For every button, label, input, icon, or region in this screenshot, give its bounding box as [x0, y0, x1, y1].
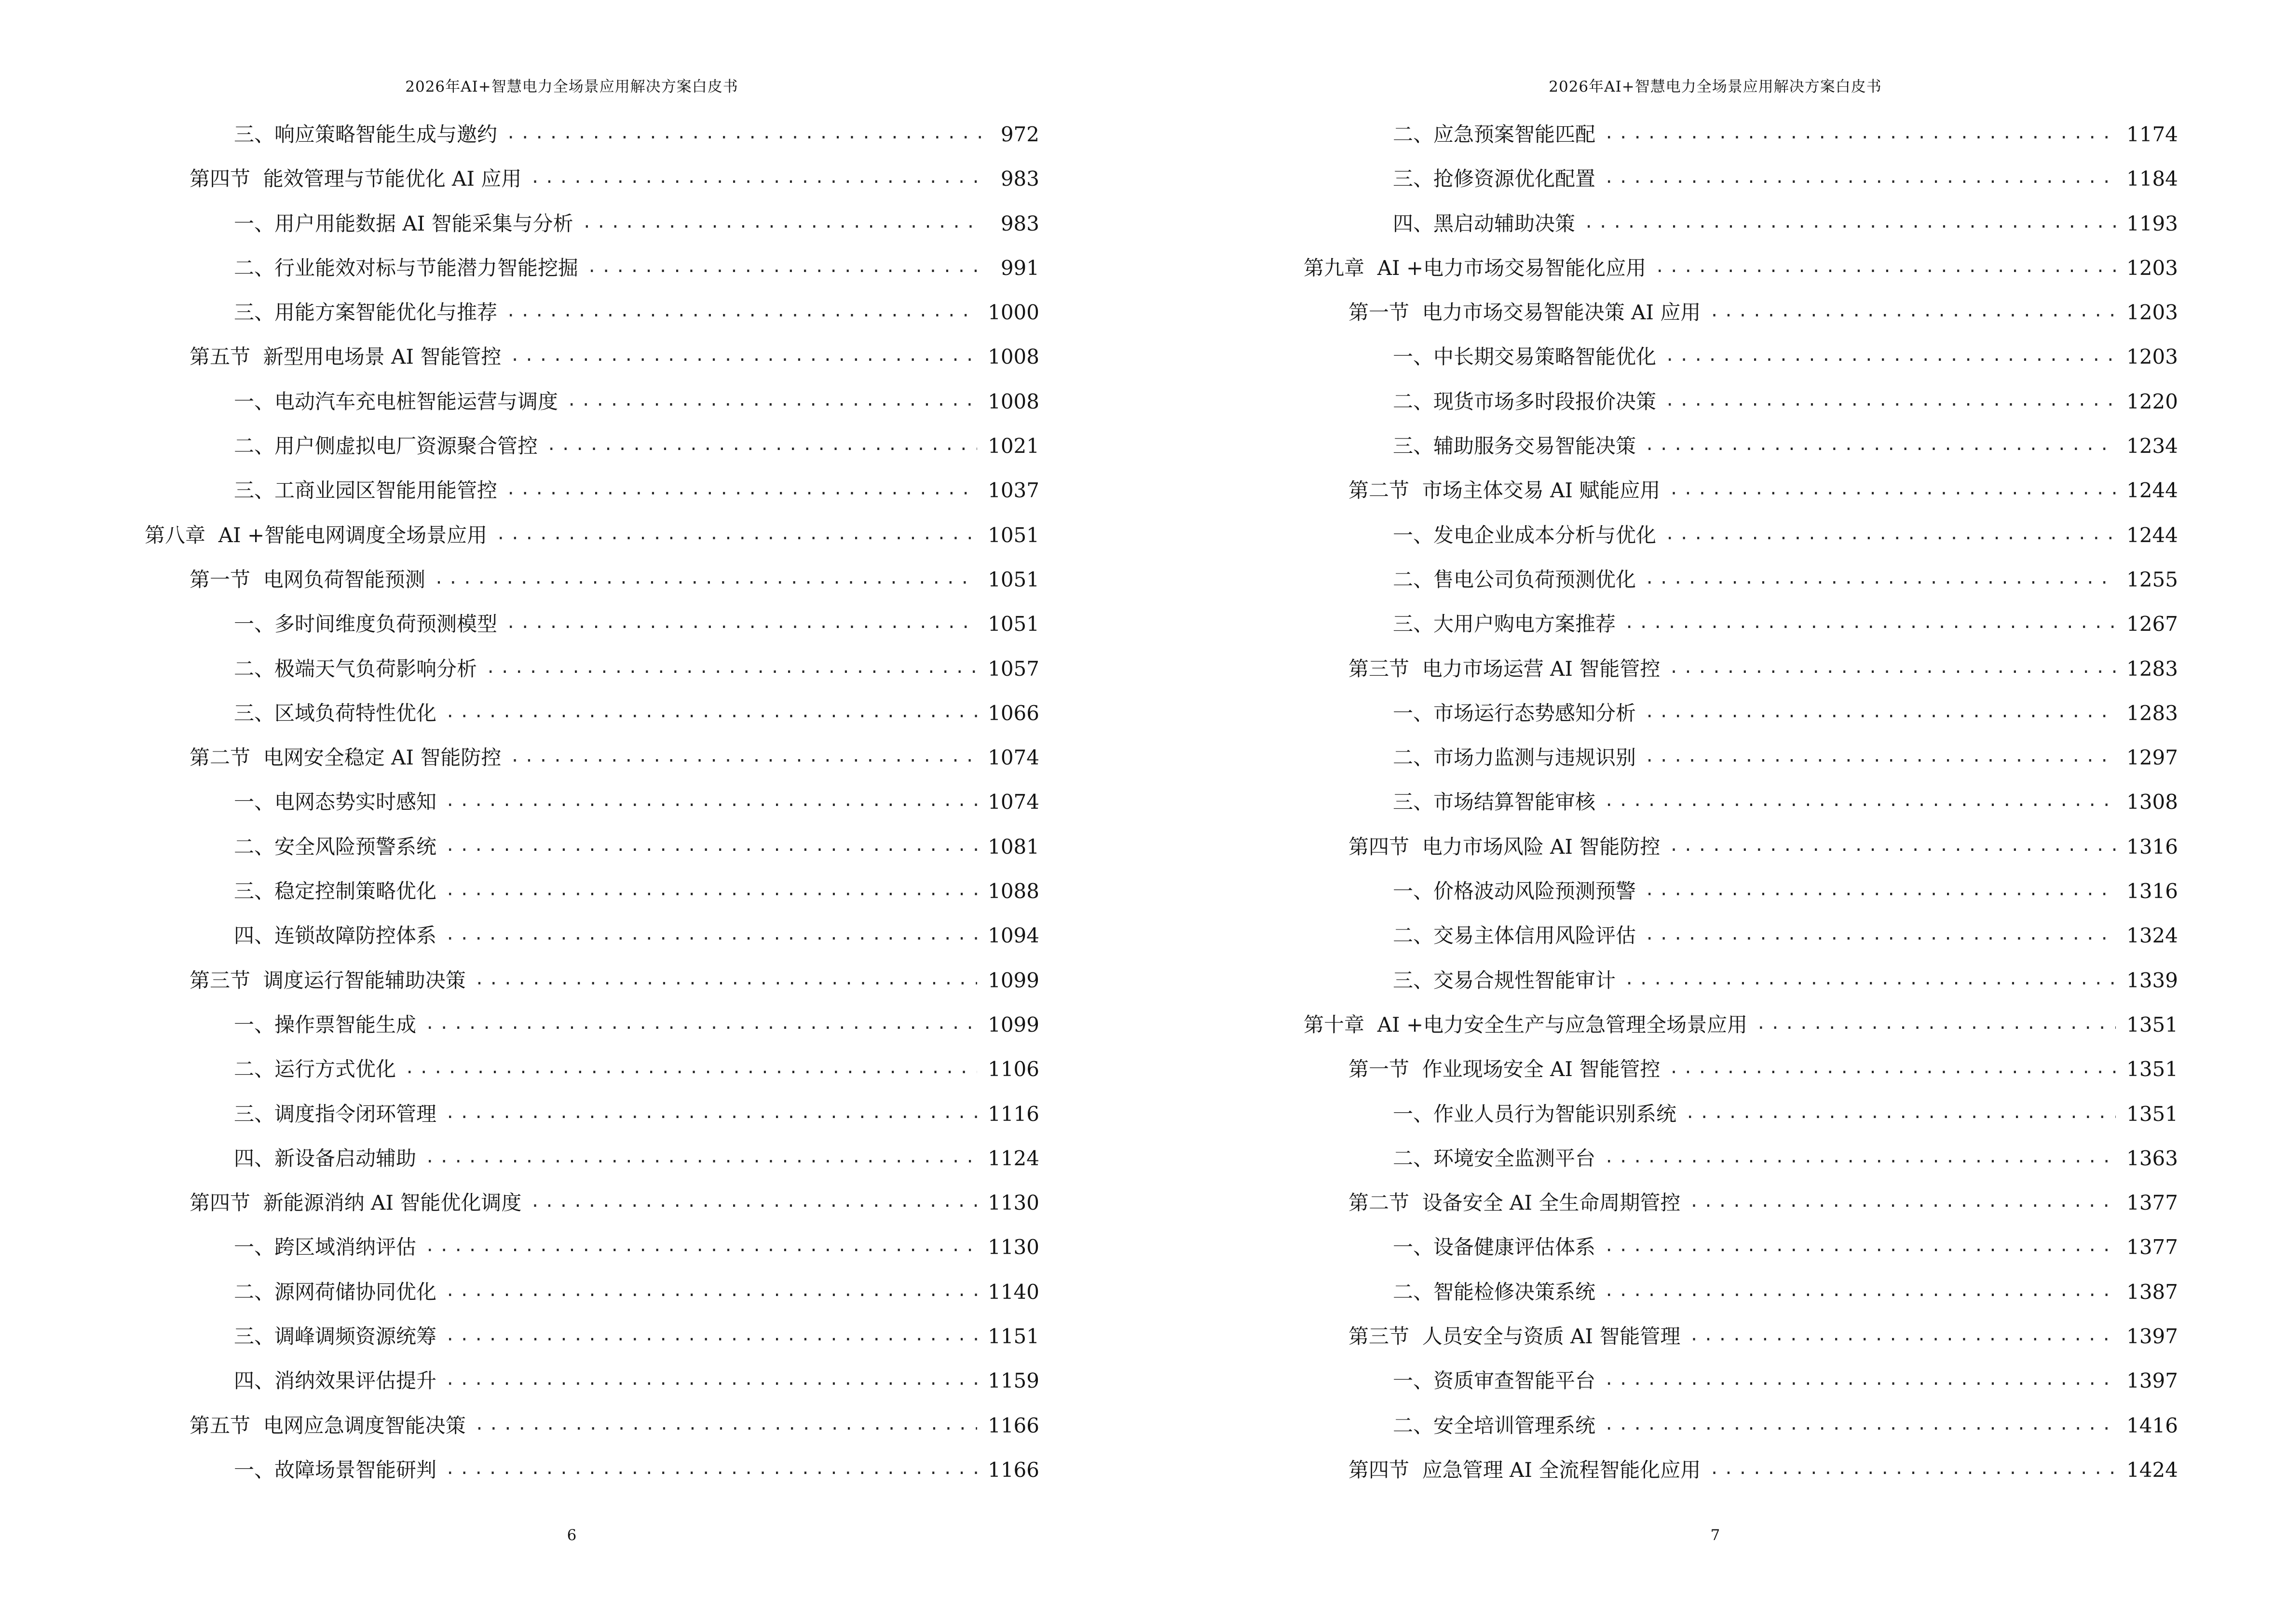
- toc-entry-page-number: 972: [1000, 123, 1039, 146]
- dot-leader: [1604, 1360, 2116, 1399]
- toc-entry-title: 一、设备健康评估体系: [1393, 1235, 1596, 1259]
- dot-leader: [1645, 559, 2116, 598]
- toc-entry-page-number: 1074: [988, 790, 1039, 814]
- toc-entry-title: 四、新设备启动辅助: [234, 1146, 417, 1170]
- toc-entry-title: 一、作业人员行为智能识别系统: [1393, 1102, 1677, 1126]
- toc-entry-title: 二、源网荷储协同优化: [234, 1280, 437, 1304]
- toc-entry-page-number: 1159: [988, 1369, 1039, 1393]
- toc-subsection-entry[interactable]: [1304, 782, 2178, 827]
- toc-subsection-entry[interactable]: [145, 1450, 1039, 1495]
- dot-leader: [475, 959, 977, 999]
- page-number: 7: [1710, 1527, 1720, 1544]
- toc-subsection-entry[interactable]: [1304, 516, 2178, 560]
- toc-entry-page-number: 1088: [988, 879, 1039, 903]
- toc-subsection-entry[interactable]: [1304, 872, 2178, 916]
- toc-subsection-entry[interactable]: [1304, 1272, 2178, 1317]
- toc-entry-page-number: 1130: [988, 1191, 1039, 1215]
- toc-entry-title: 三、区域负荷特性优化: [234, 701, 437, 725]
- toc-entry-page-number: 1220: [2126, 389, 2178, 413]
- toc-entry-title: 一、电动汽车充电桩智能运营与调度: [234, 389, 558, 413]
- toc-section-entry[interactable]: [145, 1406, 1039, 1450]
- dot-leader: [1669, 469, 2116, 509]
- toc-subsection-entry[interactable]: [145, 649, 1039, 694]
- toc-section-entry[interactable]: [1304, 1317, 2178, 1361]
- toc-entry-page-number: 1166: [988, 1413, 1039, 1437]
- dot-leader: [1604, 1405, 2116, 1444]
- dot-leader: [1604, 1137, 2116, 1177]
- dot-leader: [445, 1360, 977, 1399]
- dot-leader: [587, 247, 982, 287]
- toc-entry-page-number: 1255: [2126, 567, 2178, 591]
- toc-entry-page-number: 1099: [988, 968, 1039, 992]
- toc-entry-title: 一、电网态势实时感知: [234, 790, 437, 814]
- dot-leader: [1685, 1093, 2116, 1133]
- toc-subsection-entry[interactable]: [145, 604, 1039, 649]
- dot-leader: [546, 425, 977, 464]
- toc-entry-title: 二、应急预案智能匹配: [1393, 123, 1596, 146]
- dot-leader: [496, 514, 977, 554]
- dot-leader: [1689, 1182, 2116, 1221]
- toc-entry-page-number: 1057: [988, 656, 1039, 681]
- toc-entry-title: 二、运行方式优化: [234, 1057, 396, 1081]
- toc-entry-page-number: 1351: [2126, 1012, 2178, 1037]
- dot-leader: [425, 1226, 977, 1266]
- toc-subsection-entry[interactable]: [145, 382, 1039, 426]
- dot-leader: [445, 1093, 977, 1133]
- toc-section-entry[interactable]: [145, 738, 1039, 782]
- toc-entry-title: 一、操作票智能生成: [234, 1012, 417, 1037]
- dot-leader: [506, 469, 977, 509]
- toc-section-entry[interactable]: [1304, 1183, 2178, 1228]
- toc-entry-page-number: 1351: [2126, 1057, 2178, 1081]
- toc-entry-page-number: 1166: [988, 1458, 1039, 1482]
- toc-entry-page-number: 1124: [988, 1146, 1039, 1170]
- toc-entry-page-number: 1283: [2126, 701, 2178, 725]
- toc-entry-page-number: 1008: [988, 389, 1039, 413]
- toc-entry-page-number: 1234: [2126, 434, 2178, 458]
- toc-entry-title: 三、抢修资源优化配置: [1393, 167, 1596, 191]
- dot-leader: [434, 559, 977, 598]
- dot-leader: [1604, 158, 2116, 197]
- toc-entry-title: 第三节 调度运行智能辅助决策: [190, 968, 466, 992]
- dot-leader: [1669, 1048, 2116, 1088]
- toc-entry-page-number: 1351: [2126, 1102, 2178, 1126]
- toc-entry-title: 第四节 能效管理与节能优化 AI 应用: [190, 167, 522, 191]
- toc-entry-title: 一、中长期交易策略智能优化: [1393, 345, 1657, 369]
- toc-entry-title: 三、交易合规性智能审计: [1393, 968, 1616, 992]
- dot-leader: [1709, 291, 2116, 331]
- dot-leader: [582, 203, 982, 242]
- toc-entry-title: 三、调度指令闭环管理: [234, 1102, 437, 1126]
- toc-entry-title: 第三节 人员安全与资质 AI 智能管理: [1348, 1324, 1681, 1349]
- toc-entry-title: 第一节 作业现场安全 AI 智能管控: [1348, 1057, 1661, 1081]
- toc-entry-title: 一、价格波动风险预测预警: [1393, 879, 1636, 903]
- dot-leader: [1604, 113, 2116, 153]
- toc-entry-page-number: 1244: [2126, 478, 2178, 503]
- dot-leader: [1756, 1004, 2116, 1043]
- dot-leader: [475, 1405, 977, 1444]
- toc-entry-title: 二、售电公司负荷预测优化: [1393, 567, 1636, 591]
- page-number: 6: [567, 1527, 577, 1544]
- toc-section-entry[interactable]: [1304, 471, 2178, 515]
- dot-leader: [1665, 336, 2116, 375]
- toc-entry-title: 三、响应策略智能生成与邀约: [234, 123, 498, 146]
- dot-leader: [506, 603, 977, 642]
- toc-entry-page-number: 1416: [2126, 1413, 2178, 1437]
- toc-entry-title: 二、极端天气负荷影响分析: [234, 656, 477, 681]
- toc-entry-title: 第四节 应急管理 AI 全流程智能化应用: [1348, 1458, 1701, 1482]
- toc-subsection-entry[interactable]: [145, 1139, 1039, 1183]
- toc-entry-page-number: 1140: [988, 1280, 1039, 1304]
- toc-entry-title: 一、资质审查智能平台: [1393, 1369, 1596, 1393]
- dot-leader: [445, 870, 977, 910]
- dot-leader: [1645, 425, 2116, 464]
- toc-entry-page-number: 1324: [2126, 924, 2178, 948]
- toc-entry-page-number: 1283: [2126, 656, 2178, 681]
- dot-leader: [510, 336, 977, 375]
- toc-entry-page-number: 1000: [988, 300, 1039, 325]
- toc-entry-page-number: 1037: [988, 478, 1039, 503]
- toc-entry-page-number: 1193: [2126, 211, 2178, 235]
- toc-subsection-entry[interactable]: [145, 204, 1039, 248]
- dot-leader: [445, 826, 977, 865]
- toc-subsection-entry[interactable]: [1304, 738, 2178, 782]
- toc-entry-title: 二、用户侧虚拟电厂资源聚合管控: [234, 434, 538, 458]
- toc-section-entry[interactable]: [145, 560, 1039, 604]
- toc-entry-page-number: 1316: [2126, 879, 2178, 903]
- toc-entry-title: 二、行业能效对标与节能潜力智能挖掘: [234, 256, 579, 280]
- toc-subsection-entry[interactable]: [1304, 1094, 2178, 1139]
- toc-entry-page-number: 1244: [2126, 523, 2178, 547]
- toc-entry-page-number: 1051: [988, 523, 1039, 547]
- toc-entry-page-number: 1203: [2126, 256, 2178, 280]
- toc-entry-page-number: 1377: [2126, 1235, 2178, 1259]
- dot-leader: [445, 1315, 977, 1355]
- toc-entry-page-number: 1267: [2126, 612, 2178, 636]
- toc-entry-title: 第一节 电力市场交易智能决策 AI 应用: [1348, 300, 1701, 325]
- toc-entry-title: 四、黑启动辅助决策: [1393, 211, 1576, 235]
- toc-entry-page-number: 1184: [2126, 167, 2178, 191]
- dot-leader: [405, 1048, 977, 1088]
- toc-entry-page-number: 1021: [988, 434, 1039, 458]
- toc-subsection-entry[interactable]: [1304, 961, 2178, 1005]
- toc-subsection-entry[interactable]: [1304, 159, 2178, 204]
- toc-subsection-entry[interactable]: [145, 694, 1039, 738]
- toc-subsection-entry[interactable]: [1304, 604, 2178, 649]
- toc-entry-title: 第五节 新型用电场景 AI 智能管控: [190, 345, 502, 369]
- toc-entry-page-number: 1094: [988, 924, 1039, 948]
- toc-entry-title: 第八章 AI +智能电网调度全场景应用: [145, 523, 488, 547]
- toc-subsection-entry[interactable]: [145, 916, 1039, 960]
- toc-subsection-entry[interactable]: [145, 1317, 1039, 1361]
- toc-entry-page-number: 1316: [2126, 834, 2178, 859]
- toc-subsection-entry[interactable]: [145, 1050, 1039, 1094]
- toc-chapter-entry[interactable]: [1304, 1005, 2178, 1050]
- toc-subsection-entry[interactable]: [1304, 1361, 2178, 1406]
- toc-section-entry[interactable]: [145, 961, 1039, 1005]
- toc-subsection-entry[interactable]: [145, 248, 1039, 293]
- toc-entry-page-number: 1297: [2126, 746, 2178, 770]
- dot-leader: [510, 737, 977, 776]
- toc-entry-title: 三、稳定控制策略优化: [234, 879, 437, 903]
- toc-entry-title: 二、现货市场多时段报价决策: [1393, 389, 1657, 413]
- toc-entry-title: 第四节 新能源消纳 AI 智能优化调度: [190, 1191, 522, 1215]
- toc-subsection-entry[interactable]: [145, 293, 1039, 337]
- toc-subsection-entry[interactable]: [1304, 916, 2178, 960]
- dot-leader: [425, 1137, 977, 1177]
- toc-entry-title: 第一节 电网负荷智能预测: [190, 567, 425, 591]
- toc-entry-title: 三、工商业园区智能用能管控: [234, 478, 498, 503]
- toc-subsection-entry[interactable]: [145, 471, 1039, 515]
- toc-entry-title: 一、多时间维度负荷预测模型: [234, 612, 498, 636]
- toc-subsection-entry[interactable]: [145, 115, 1039, 159]
- toc-entry-page-number: 1116: [988, 1102, 1039, 1126]
- toc-entry-title: 第二节 市场主体交易 AI 赋能应用: [1348, 478, 1661, 503]
- dot-leader: [506, 291, 977, 331]
- toc-entry-page-number: 1051: [988, 612, 1039, 636]
- toc-entry-page-number: 1074: [988, 746, 1039, 770]
- toc-subsection-entry[interactable]: [1304, 1139, 2178, 1183]
- toc-entry-title: 第四节 电力市场风险 AI 智能防控: [1348, 834, 1661, 859]
- toc-entry-title: 三、用能方案智能优化与推荐: [234, 300, 498, 325]
- toc-entry-title: 二、交易主体信用风险评估: [1393, 924, 1636, 948]
- toc-entry-page-number: 1308: [2126, 790, 2178, 814]
- toc-entry-page-number: 1051: [988, 567, 1039, 591]
- toc-entry-title: 二、环境安全监测平台: [1393, 1146, 1596, 1170]
- toc-entry-page-number: 1066: [988, 701, 1039, 725]
- dot-leader: [445, 692, 977, 732]
- toc-entry-page-number: 1397: [2126, 1324, 2178, 1349]
- toc-entry-title: 三、调峰调频资源统筹: [234, 1324, 437, 1349]
- dot-leader: [530, 1182, 977, 1221]
- dot-leader: [1645, 870, 2116, 910]
- toc-entry-page-number: 1099: [988, 1012, 1039, 1037]
- toc-section-entry[interactable]: [1304, 1450, 2178, 1495]
- toc-subsection-entry[interactable]: [145, 1228, 1039, 1272]
- toc-entry-title: 四、消纳效果评估提升: [234, 1369, 437, 1393]
- toc-subsection-entry[interactable]: [1304, 337, 2178, 382]
- toc-entry-title: 第三节 电力市场运营 AI 智能管控: [1348, 656, 1661, 681]
- toc-entry-title: 三、大用户购电方案推荐: [1393, 612, 1616, 636]
- dot-leader: [1669, 826, 2116, 865]
- toc-subsection-entry[interactable]: [145, 1094, 1039, 1139]
- toc-section-entry[interactable]: [145, 159, 1039, 204]
- dot-leader: [425, 1004, 977, 1043]
- running-header: 2026年AI+智慧电力全场景应用解决方案白皮书: [405, 78, 738, 96]
- dot-leader: [445, 781, 977, 820]
- toc-chapter-entry[interactable]: [145, 516, 1039, 560]
- dot-leader: [1709, 1449, 2116, 1488]
- toc-entry-title: 一、故障场景智能研判: [234, 1458, 437, 1482]
- toc-entry-title: 二、市场力监测与违规识别: [1393, 746, 1636, 770]
- running-header: 2026年AI+智慧电力全场景应用解决方案白皮书: [1549, 78, 1882, 96]
- toc-entry-title: 一、用户用能数据 AI 智能采集与分析: [234, 211, 573, 235]
- dot-leader: [1655, 247, 2116, 287]
- toc-entry-page-number: 1203: [2126, 300, 2178, 325]
- toc-entry-title: 第五节 电网应急调度智能决策: [190, 1413, 466, 1437]
- toc-entry-page-number: 1151: [988, 1324, 1039, 1349]
- toc-entry-page-number: 1130: [988, 1235, 1039, 1259]
- toc-section-entry[interactable]: [1304, 649, 2178, 694]
- dot-leader: [445, 1449, 977, 1488]
- dot-leader: [530, 158, 982, 197]
- toc-section-entry[interactable]: [1304, 1050, 2178, 1094]
- toc-subsection-entry[interactable]: [145, 1005, 1039, 1050]
- dot-leader: [1604, 1226, 2116, 1266]
- toc-subsection-entry[interactable]: [145, 872, 1039, 916]
- table-of-contents: [1304, 115, 2178, 1495]
- toc-section-entry[interactable]: [145, 1183, 1039, 1228]
- toc-subsection-entry[interactable]: [1304, 115, 2178, 159]
- toc-entry-page-number: 1203: [2126, 345, 2178, 369]
- toc-subsection-entry[interactable]: [1304, 560, 2178, 604]
- toc-entry-title: 第二节 设备安全 AI 全生命周期管控: [1348, 1191, 1681, 1215]
- toc-entry-page-number: 1377: [2126, 1191, 2178, 1215]
- toc-subsection-entry[interactable]: [1304, 382, 2178, 426]
- dot-leader: [1584, 203, 2116, 242]
- toc-entry-page-number: 1008: [988, 345, 1039, 369]
- toc-subsection-entry[interactable]: [1304, 426, 2178, 471]
- dot-leader: [1604, 1271, 2116, 1310]
- dot-leader: [1604, 781, 2116, 820]
- toc-entry-page-number: 991: [1000, 256, 1039, 280]
- toc-entry-title: 二、安全培训管理系统: [1393, 1413, 1596, 1437]
- toc-entry-title: 三、市场结算智能审核: [1393, 790, 1596, 814]
- toc-section-entry[interactable]: [1304, 827, 2178, 872]
- toc-entry-title: 第九章 AI +电力市场交易智能化应用: [1304, 256, 1647, 280]
- dot-leader: [1645, 737, 2116, 776]
- toc-entry-title: 三、辅助服务交易智能决策: [1393, 434, 1636, 458]
- toc-entry-title: 第十章 AI +电力安全生产与应急管理全场景应用: [1304, 1012, 1748, 1037]
- toc-entry-title: 一、跨区域消纳评估: [234, 1235, 417, 1259]
- dot-leader: [1624, 603, 2116, 642]
- toc-entry-title: 第二节 电网安全稳定 AI 智能防控: [190, 746, 502, 770]
- toc-subsection-entry[interactable]: [145, 1272, 1039, 1317]
- toc-entry-page-number: 1106: [988, 1057, 1039, 1081]
- table-of-contents: [145, 115, 1039, 1495]
- toc-entry-title: 二、智能检修决策系统: [1393, 1280, 1596, 1304]
- toc-entry-title: 一、发电企业成本分析与优化: [1393, 523, 1657, 547]
- toc-section-entry[interactable]: [1304, 293, 2178, 337]
- toc-subsection-entry[interactable]: [145, 426, 1039, 471]
- toc-subsection-entry[interactable]: [145, 827, 1039, 872]
- dot-leader: [445, 914, 977, 954]
- toc-subsection-entry[interactable]: [1304, 204, 2178, 248]
- toc-entry-title: 一、市场运行态势感知分析: [1393, 701, 1636, 725]
- dot-leader: [1645, 914, 2116, 954]
- toc-entry-page-number: 1424: [2126, 1458, 2178, 1482]
- dot-leader: [1665, 381, 2116, 420]
- toc-entry-page-number: 1397: [2126, 1369, 2178, 1393]
- dot-leader: [486, 648, 977, 687]
- dot-leader: [1624, 959, 2116, 999]
- dot-leader: [506, 113, 982, 153]
- toc-entry-page-number: 1174: [2126, 123, 2178, 146]
- toc-entry-title: 二、安全风险预警系统: [234, 834, 437, 859]
- toc-subsection-entry[interactable]: [1304, 694, 2178, 738]
- toc-entry-page-number: 983: [1000, 211, 1039, 235]
- toc-subsection-entry[interactable]: [145, 782, 1039, 827]
- toc-entry-page-number: 1387: [2126, 1280, 2178, 1304]
- dot-leader: [567, 381, 977, 420]
- toc-entry-page-number: 1363: [2126, 1146, 2178, 1170]
- dot-leader: [1689, 1315, 2116, 1355]
- toc-subsection-entry[interactable]: [1304, 1406, 2178, 1450]
- toc-chapter-entry[interactable]: [1304, 248, 2178, 293]
- toc-subsection-entry[interactable]: [1304, 1228, 2178, 1272]
- dot-leader: [445, 1271, 977, 1310]
- toc-entry-page-number: 1339: [2126, 968, 2178, 992]
- toc-section-entry[interactable]: [145, 337, 1039, 382]
- dot-leader: [1665, 514, 2116, 554]
- toc-entry-title: 四、连锁故障防控体系: [234, 924, 437, 948]
- dot-leader: [1645, 692, 2116, 732]
- toc-entry-page-number: 983: [1000, 167, 1039, 191]
- dot-leader: [1669, 648, 2116, 687]
- toc-subsection-entry[interactable]: [145, 1361, 1039, 1406]
- toc-entry-page-number: 1081: [988, 834, 1039, 859]
